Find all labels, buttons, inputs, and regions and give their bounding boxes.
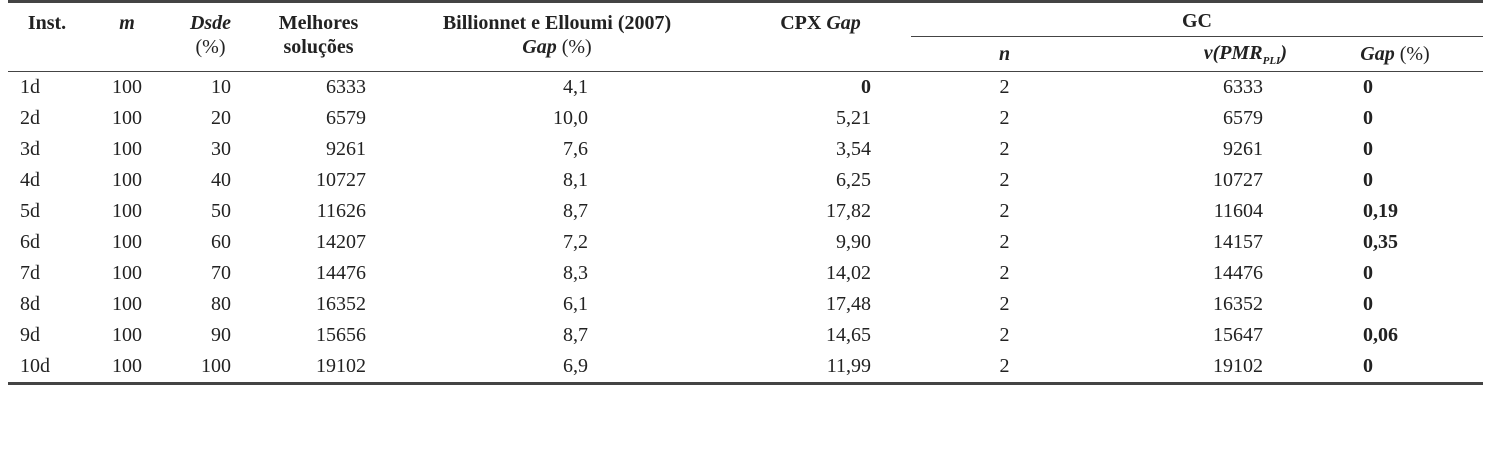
cell-billionnet-gap: 8,7 (563, 200, 588, 222)
cell-n: 2 (999, 169, 1010, 191)
cell-gc-gap: 0 (1363, 76, 1373, 98)
cell-m: 100 (112, 138, 142, 160)
table-row (8, 227, 1483, 258)
cell-gc-gap: 0 (1363, 138, 1373, 160)
cell-best-solution: 14207 (316, 231, 366, 253)
cell-gc-gap: 0 (1363, 262, 1373, 284)
cell-billionnet-gap: 8,3 (563, 262, 588, 284)
cell-inst: 1d (20, 76, 40, 98)
cell-cpx-gap: 3,54 (836, 138, 871, 160)
table-row (8, 165, 1483, 196)
results-table-container (8, 0, 1483, 385)
cell-v-pmr: 6333 (1223, 76, 1263, 98)
cell-cpx-gap: 17,82 (826, 200, 871, 222)
cell-cpx-gap: 6,25 (836, 169, 871, 191)
cell-best-solution: 16352 (316, 293, 366, 315)
header-inst: Inst. (8, 2, 86, 72)
cell-inst: 8d (20, 293, 40, 315)
cell-v-pmr: 19102 (1098, 351, 1307, 384)
cell-v-pmr: 11604 (1213, 200, 1263, 222)
cell-inst: 6d (20, 231, 40, 253)
cell-inst: 4d (20, 169, 40, 191)
table-row (8, 103, 1483, 134)
cell-m: 100 (112, 324, 142, 346)
cell-billionnet-gap: 10,0 (553, 107, 588, 129)
cell-billionnet-gap: 8,7 (563, 324, 588, 346)
cell-v-pmr: 15647 (1213, 324, 1263, 346)
cell-n: 2 (999, 262, 1010, 284)
cell-best-solution: 9261 (326, 138, 366, 160)
cell-best-solution: 10727 (316, 169, 366, 191)
cell-billionnet-gap: 7,2 (563, 231, 588, 253)
cell-cpx-gap: 5,21 (836, 107, 871, 129)
table-row (8, 320, 1483, 351)
cell-v-pmr: 9261 (1223, 138, 1263, 160)
header-dsde: Dsde (%) (168, 2, 253, 72)
cell-gc-gap: 0,06 (1363, 324, 1398, 346)
cell-cpx-gap: 9,90 (836, 231, 871, 253)
cell-m: 100 (112, 262, 142, 284)
cell-inst: 2d (20, 107, 40, 129)
cell-best-solution: 11626 (316, 200, 366, 222)
cell-inst: 10d (8, 351, 86, 384)
cell-best-solution: 15656 (316, 324, 366, 346)
cell-dsde: 60 (211, 231, 231, 253)
results-table (8, 0, 1483, 385)
header-v-pmr: $v(PMR_{PLI})$ (1098, 37, 1307, 72)
cell-dsde: 30 (211, 138, 231, 160)
table-row (8, 258, 1483, 289)
header-gc-gap: Gap (%) (1307, 37, 1483, 72)
cell-m: 100 (86, 351, 168, 384)
cell-n: 2 (999, 200, 1010, 222)
cell-m: 100 (112, 231, 142, 253)
cell-v-pmr: 6579 (1223, 107, 1263, 129)
cell-cpx-gap: 14,02 (826, 262, 871, 284)
table-row (8, 72, 1483, 104)
cell-dsde: 40 (211, 169, 231, 191)
header-m: m (86, 2, 168, 72)
cell-cpx-gap: 0 (861, 76, 871, 98)
table-body (8, 72, 1483, 384)
cell-cpx-gap: 14,65 (826, 324, 871, 346)
cell-v-pmr: 14157 (1213, 231, 1263, 253)
cell-n: 2 (911, 351, 1098, 384)
cell-n: 2 (999, 231, 1010, 253)
cell-billionnet-gap: 6,1 (563, 293, 588, 315)
cell-cpx-gap: 17,48 (826, 293, 871, 315)
cell-m: 100 (112, 169, 142, 191)
cell-dsde: 10 (211, 76, 231, 98)
cell-billionnet-gap: 4,1 (563, 76, 588, 98)
cell-gc-gap: 0 (1363, 107, 1373, 129)
cell-v-pmr: 14476 (1213, 262, 1263, 284)
cell-dsde: 70 (211, 262, 231, 284)
cell-cpx-gap: 11,99 (730, 351, 911, 384)
cell-billionnet-gap: 7,6 (563, 138, 588, 160)
cell-gc-gap: 0 (1363, 293, 1373, 315)
cell-gc-gap: 0 (1363, 169, 1373, 191)
cell-inst: 3d (20, 138, 40, 160)
header-billionnet-elloumi: Billionnet e Elloumi (2007) Gap (%) (384, 2, 730, 72)
cell-dsde: 20 (211, 107, 231, 129)
cell-v-pmr: 16352 (1213, 293, 1263, 315)
table-row (8, 196, 1483, 227)
cell-v-pmr: 10727 (1213, 169, 1263, 191)
cell-inst: 9d (20, 324, 40, 346)
cell-billionnet-gap: 6,9 (384, 351, 730, 384)
cell-inst: 5d (20, 200, 40, 222)
cell-n: 2 (999, 293, 1010, 315)
cell-m: 100 (112, 293, 142, 315)
cell-m: 100 (112, 76, 142, 98)
header-best-solutions: Melhores soluções (253, 2, 384, 72)
cell-best-solution: 6333 (326, 76, 366, 98)
cell-n: 2 (999, 107, 1010, 129)
table-row (8, 351, 1483, 384)
header-gc: GC (911, 2, 1483, 37)
cell-best-solution: 19102 (253, 351, 384, 384)
cell-best-solution: 14476 (316, 262, 366, 284)
table-row (8, 134, 1483, 165)
cell-dsde: 50 (211, 200, 231, 222)
cell-dsde: 80 (211, 293, 231, 315)
cell-best-solution: 6579 (326, 107, 366, 129)
cell-m: 100 (112, 200, 142, 222)
cell-dsde: 90 (211, 324, 231, 346)
header-n: n (911, 37, 1098, 72)
cell-m: 100 (112, 107, 142, 129)
cell-billionnet-gap: 8,1 (563, 169, 588, 191)
cell-gc-gap: 0,35 (1363, 231, 1398, 253)
table-row (8, 289, 1483, 320)
cell-n: 2 (999, 138, 1010, 160)
cell-gc-gap: 0 (1307, 351, 1483, 384)
cell-dsde: 100 (168, 351, 253, 384)
cell-inst: 7d (20, 262, 40, 284)
header-cpx-gap: CPX Gap (730, 2, 911, 72)
cell-gc-gap: 0,19 (1363, 200, 1398, 222)
cell-n: 2 (999, 76, 1010, 98)
table-header (8, 2, 1483, 72)
cell-n: 2 (999, 324, 1010, 346)
